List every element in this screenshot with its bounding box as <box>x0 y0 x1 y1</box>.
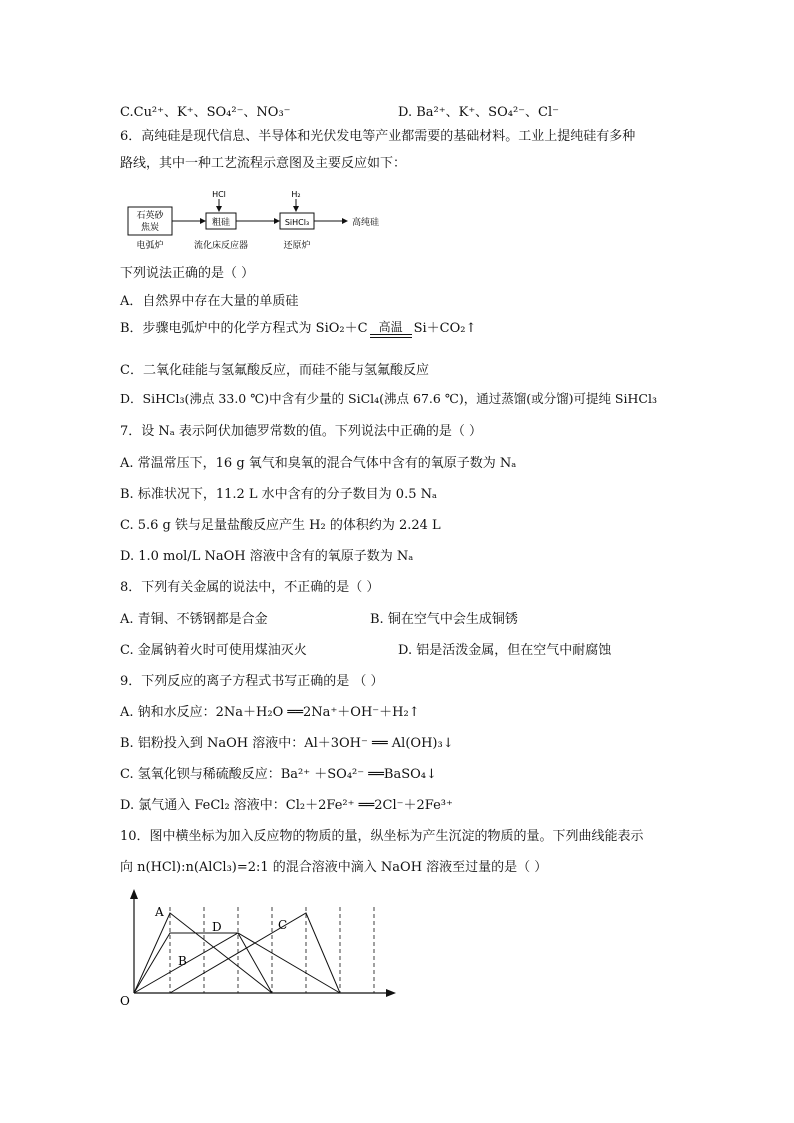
flow-box1-line2: 焦炭 <box>140 223 160 233</box>
q5-option-d: D. Ba²⁺、K⁺、SO₄²⁻、Cl⁻ <box>398 105 559 120</box>
flow-box1-caption: 电弧炉 <box>136 241 164 251</box>
q6-option-a: A．自然界中存在大量的单质硅 <box>120 294 299 309</box>
q9-option-d: D. 氯气通入 FeCl₂ 溶液中：Cl₂＋2Fe²⁺ ══2Cl⁻＋2Fe³⁺ <box>120 798 453 813</box>
q9-option-b: B. 铝粉投入到 NaOH 溶液中：Al＋3OH⁻ ══ Al(OH)₃↓ <box>120 736 454 751</box>
q6-option-b-post: Si＋CO₂↑ <box>413 321 477 336</box>
q7-stem: 7．设 Nₐ 表示阿伏加德罗常数的值。下列说法中正确的是（ ） <box>120 424 483 439</box>
curve-b-label: B <box>178 954 187 968</box>
q5-option-c: C.Cu²⁺、K⁺、SO₄²⁻、NO₃⁻ <box>120 105 291 120</box>
graph-x-arrow <box>386 989 396 997</box>
q6-option-b <box>120 320 476 338</box>
q9-stem: 9．下列反应的离子方程式书写正确的是 （ ） <box>120 674 384 689</box>
flow-box2-label: 粗硅 <box>211 218 231 228</box>
flow-box1-line1: 石英砂 <box>136 211 164 221</box>
graph-origin-label: O <box>120 994 130 1008</box>
precipitate-graph <box>112 885 412 1010</box>
q10-stem-line1: 10．图中横坐标为加入反应物的物质的量，纵坐标为产生沉淀的物质的量。下列曲线能表示 <box>120 829 644 844</box>
reaction-condition-text: 高温 <box>378 320 403 334</box>
q6-question: 下列说法正确的是（ ） <box>120 266 255 281</box>
q9-option-c: C. 氢氧化钡与稀硫酸反应：Ba²⁺ ＋SO₄²⁻ ══BaSO₄↓ <box>120 767 437 782</box>
q6-option-c: C．二氧化硅能与氢氟酸反应，而硅不能与氢氟酸反应 <box>120 363 429 378</box>
q8-option-d: D. 铝是活泼金属，但在空气中耐腐蚀 <box>398 643 612 658</box>
q8-option-b: B. 铜在空气中会生成铜锈 <box>370 612 518 627</box>
q7-option-a: A. 常温常压下，16 g 氧气和臭氧的混合气体中含有的氧原子数为 Nₐ <box>120 456 517 471</box>
curve-c <box>170 913 340 993</box>
flow-box3-caption: 还原炉 <box>283 241 311 251</box>
q8-option-c: C. 金属钠着火时可使用煤油灭火 <box>120 643 307 658</box>
flow-output-label: 高纯硅 <box>352 218 380 228</box>
q7-option-c: C. 5.6 g 铁与足量盐酸反应产生 H₂ 的体积约为 2.24 L <box>120 518 441 533</box>
curve-a-label: A <box>155 905 164 919</box>
q7-option-d: D. 1.0 mol/L NaOH 溶液中含有的氧原子数为 Nₐ <box>120 549 414 564</box>
q7-option-b: B. 标准状况下，11.2 L 水中含有的分子数目为 0.5 Nₐ <box>120 487 437 502</box>
q8-option-a: A. 青铜、不锈钢都是合金 <box>120 612 268 627</box>
flow-input-h2: H₂ <box>291 190 301 199</box>
reaction-condition-mark <box>370 321 412 338</box>
curve-d-label: D <box>212 920 222 934</box>
q6-stem-line1: 6．高纯硅是现代信息、半导体和光伏发电等产业都需要的基础材料。工业上提纯硅有多种 <box>120 129 636 144</box>
q6-option-b-pre: B．步骤电弧炉中的化学方程式为 SiO₂＋C <box>120 321 368 336</box>
flow-input-hcl: HCl <box>212 190 226 199</box>
curve-d <box>134 933 272 993</box>
graph-y-arrow <box>130 889 138 899</box>
q9-option-a: A. 钠和水反应：2Na＋H₂O ══2Na⁺＋OH⁻＋H₂↑ <box>120 705 420 720</box>
q8-stem: 8．下列有关金属的说法中，不正确的是（ ） <box>120 580 380 595</box>
process-flow-diagram <box>120 185 420 255</box>
q6-option-d: D．SiHCl₃(沸点 33.0 ℃)中含有少量的 SiCl₄(沸点 67.6 ℃)，通过蒸馏(或分馏)可提纯 SiHCl₃ <box>120 391 657 406</box>
flow-box3-label: SiHCl₃ <box>284 218 310 227</box>
q10-stem-line2: 向 n(HCl):n(AlCl₃)=2:1 的混合溶液中滴入 NaOH 溶液至过量的是（ ） <box>120 860 548 875</box>
flow-box2-caption: 流化床反应器 <box>193 241 249 251</box>
q6-stem-line2: 路线，其中一种工艺流程示意图及主要反应如下： <box>120 156 407 171</box>
curve-c-label: C <box>278 918 288 932</box>
